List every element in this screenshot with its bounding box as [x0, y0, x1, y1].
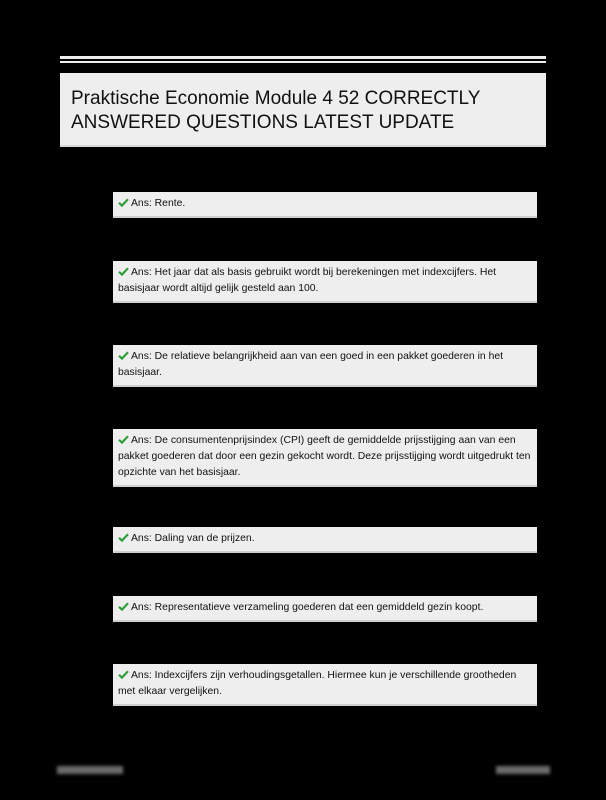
document-title-line-2: ANSWERED QUESTIONS LATEST UPDATE: [71, 112, 455, 133]
footer-left-blurred: [57, 766, 123, 774]
answer-box: [113, 527, 537, 553]
answer-box: [113, 429, 537, 487]
footer-right-blurred: [496, 766, 550, 774]
answer-box: [113, 345, 537, 387]
answer-box: [113, 596, 537, 622]
answer-box: [113, 261, 537, 303]
check-icon: [118, 670, 129, 679]
check-icon: [118, 351, 129, 360]
answer-text: Ans: Het jaar dat als basis gebruikt wordt bij berekeningen met indexcijfers. Het basisjaar wordt altijd gelijk gesteld aan 100.: [118, 267, 497, 294]
document-title-line-1: Praktische Economie Module 4 52 CORRECTLY: [71, 88, 481, 109]
answer-box: [113, 664, 537, 706]
answer-box: [113, 192, 537, 218]
top-rule: [60, 56, 546, 59]
answer-text: Ans: Indexcijfers zijn verhoudingsgetallen. Hiermee kun je verschillende grootheden met elkaar vergelijken.: [118, 670, 517, 697]
check-icon: [118, 267, 129, 276]
answer-text: Ans: De relatieve belangrijkheid aan van een goed in een pakket goederen in het basisjaar.: [118, 351, 504, 378]
answer-text: Ans: Daling van de prijzen.: [131, 533, 255, 544]
check-icon: [118, 435, 129, 444]
check-icon: [118, 533, 129, 542]
answer-text: Ans: De consumentenprijsindex (CPI) geeft de gemiddelde prijsstijging aan van een pakket goederen dat door een gezin gekocht wordt. Deze prijsstijging wordt uitgedrukt ten opzichte van het basisjaar.: [118, 435, 531, 478]
check-icon: [118, 198, 129, 207]
check-icon: [118, 602, 129, 611]
title-box: [60, 73, 546, 147]
answer-text: Ans: Representatieve verzameling goederen dat een gemiddeld gezin koopt.: [131, 602, 484, 613]
answer-text: Ans: Rente.: [131, 198, 186, 209]
top-rule-secondary: [60, 61, 546, 63]
